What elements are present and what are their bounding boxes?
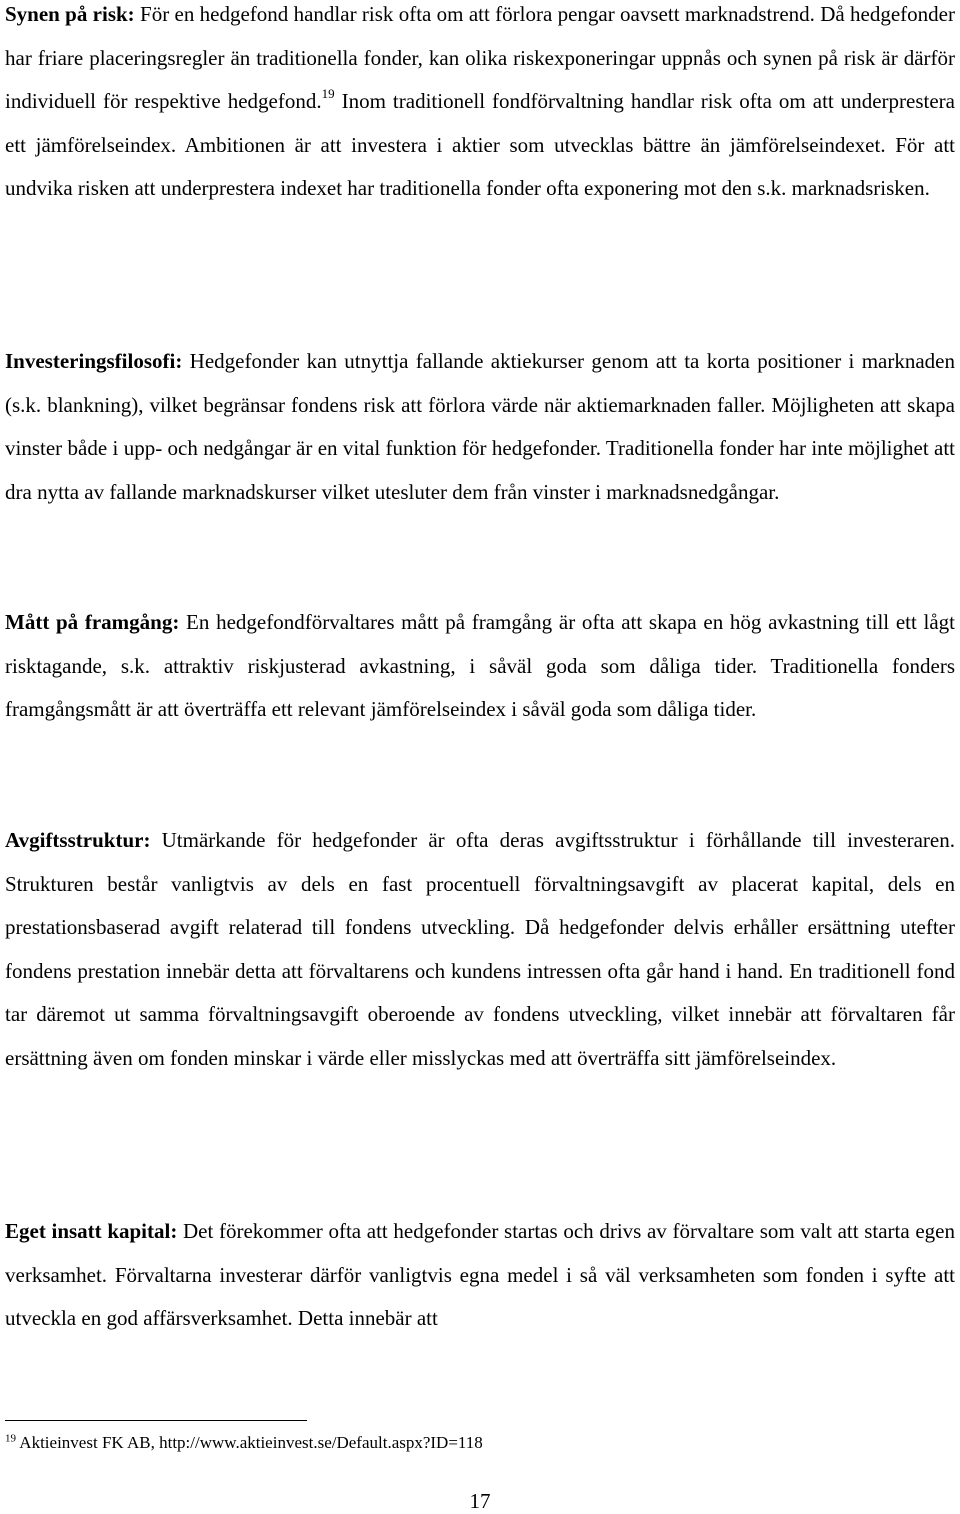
paragraph-text: För en hedgefond handlar risk ofta om att förlora pengar oavsett marknadstrend. Då hedgefonder har friare placeringsregler än traditionella fonder, kan olika riskexponeringar uppnås och synen på risk är därför individuell för respektive hedgefond. — [5, 2, 955, 114]
paragraph-text: Utmärkande för hedgefonder är ofta deras avgiftsstruktur i förhållande till investeraren. Strukturen består vanligtvis av dels en fast procentuell förvaltningsavgift av placerat kapital, dels en prestationsbaserad avgift relaterad till fondens utveckling. Då hedgefonder delvis erhåller ersättning utefter fondens prestation innebär detta att förvaltarens och kundens intressen ofta går hand i hand. En traditionell fond tar däremot ut samma förvaltningsavgift oberoende av fondens utveckling, vilket innebär att förvaltaren får ersättning även om fonden minskar i värde eller misslyckas med att överträffa sitt jämförelseindex. — [5, 828, 955, 1070]
paragraph-risk-view — [5, 0, 955, 211]
paragraph-text: Det förekommer ofta att hedgefonder startas och drivs av förvaltare som valt att starta egen verksamhet. Förvaltarna investerar därför vanligtvis egna medel i så väl verksamheten som fonden i syfte att utveckla en god affärsverksamhet. Detta innebär att — [5, 1219, 956, 1331]
footnote-text: Aktieinvest FK AB, http://www.aktieinvest.se/Default.aspx?ID=118 — [16, 1433, 483, 1452]
paragraph-investment-philosophy — [5, 340, 955, 514]
footnote — [5, 1432, 483, 1454]
paragraph-measure-of-success — [5, 601, 955, 732]
page-number: 17 — [469, 1489, 491, 1513]
paragraph-term: Mått på framgång: — [5, 610, 180, 634]
footnote-reference: 19 — [321, 86, 335, 102]
paragraph-text: Hedgefonder kan utnyttja fallande aktiekurser genom att ta korta positioner i marknaden (s.k. blankning), vilket begränsar fondens risk att förlora värde när aktiemarknaden faller. Möjligheten att skapa vinster både i upp- och nedgångar är en vital funktion för hedgefonder. Traditionella fonder har inte möjlighet att dra nytta av fallande marknadskurser vilket utesluter dem från vinster i marknadsnedgångar. — [5, 349, 955, 504]
footnote-number: 19 — [5, 1432, 16, 1445]
paragraph-text: Inom traditionell fondförvaltning handlar risk ofta om att underprestera ett jämförelseindex. Ambitionen är att investera i aktier som utvecklas bättre än jämförelseindexet. För att undvika risken att underprestera indexet har traditionella fonder ofta exponering mot den s.k. marknadsrisken. — [5, 89, 955, 201]
paragraph-text: En hedgefondförvaltares mått på framgång är ofta att skapa en hög avkastning till ett lågt risktagande, s.k. attraktiv riskjusterad avkastning, i såväl goda som dåliga tider. Traditionella fonders framgångsmått är att överträffa ett relevant jämförelseindex i såväl goda som dåliga tider. — [5, 610, 955, 722]
paragraph-term: Eget insatt kapital: — [5, 1219, 178, 1243]
paragraph-term: Investeringsfilosofi: — [5, 349, 183, 373]
paragraph-own-capital — [5, 1210, 955, 1341]
footnote-divider — [5, 1420, 307, 1421]
paragraph-term: Synen på risk: — [5, 2, 135, 26]
paragraph-fee-structure — [5, 819, 955, 1081]
paragraph-term: Avgiftsstruktur: — [5, 828, 151, 852]
